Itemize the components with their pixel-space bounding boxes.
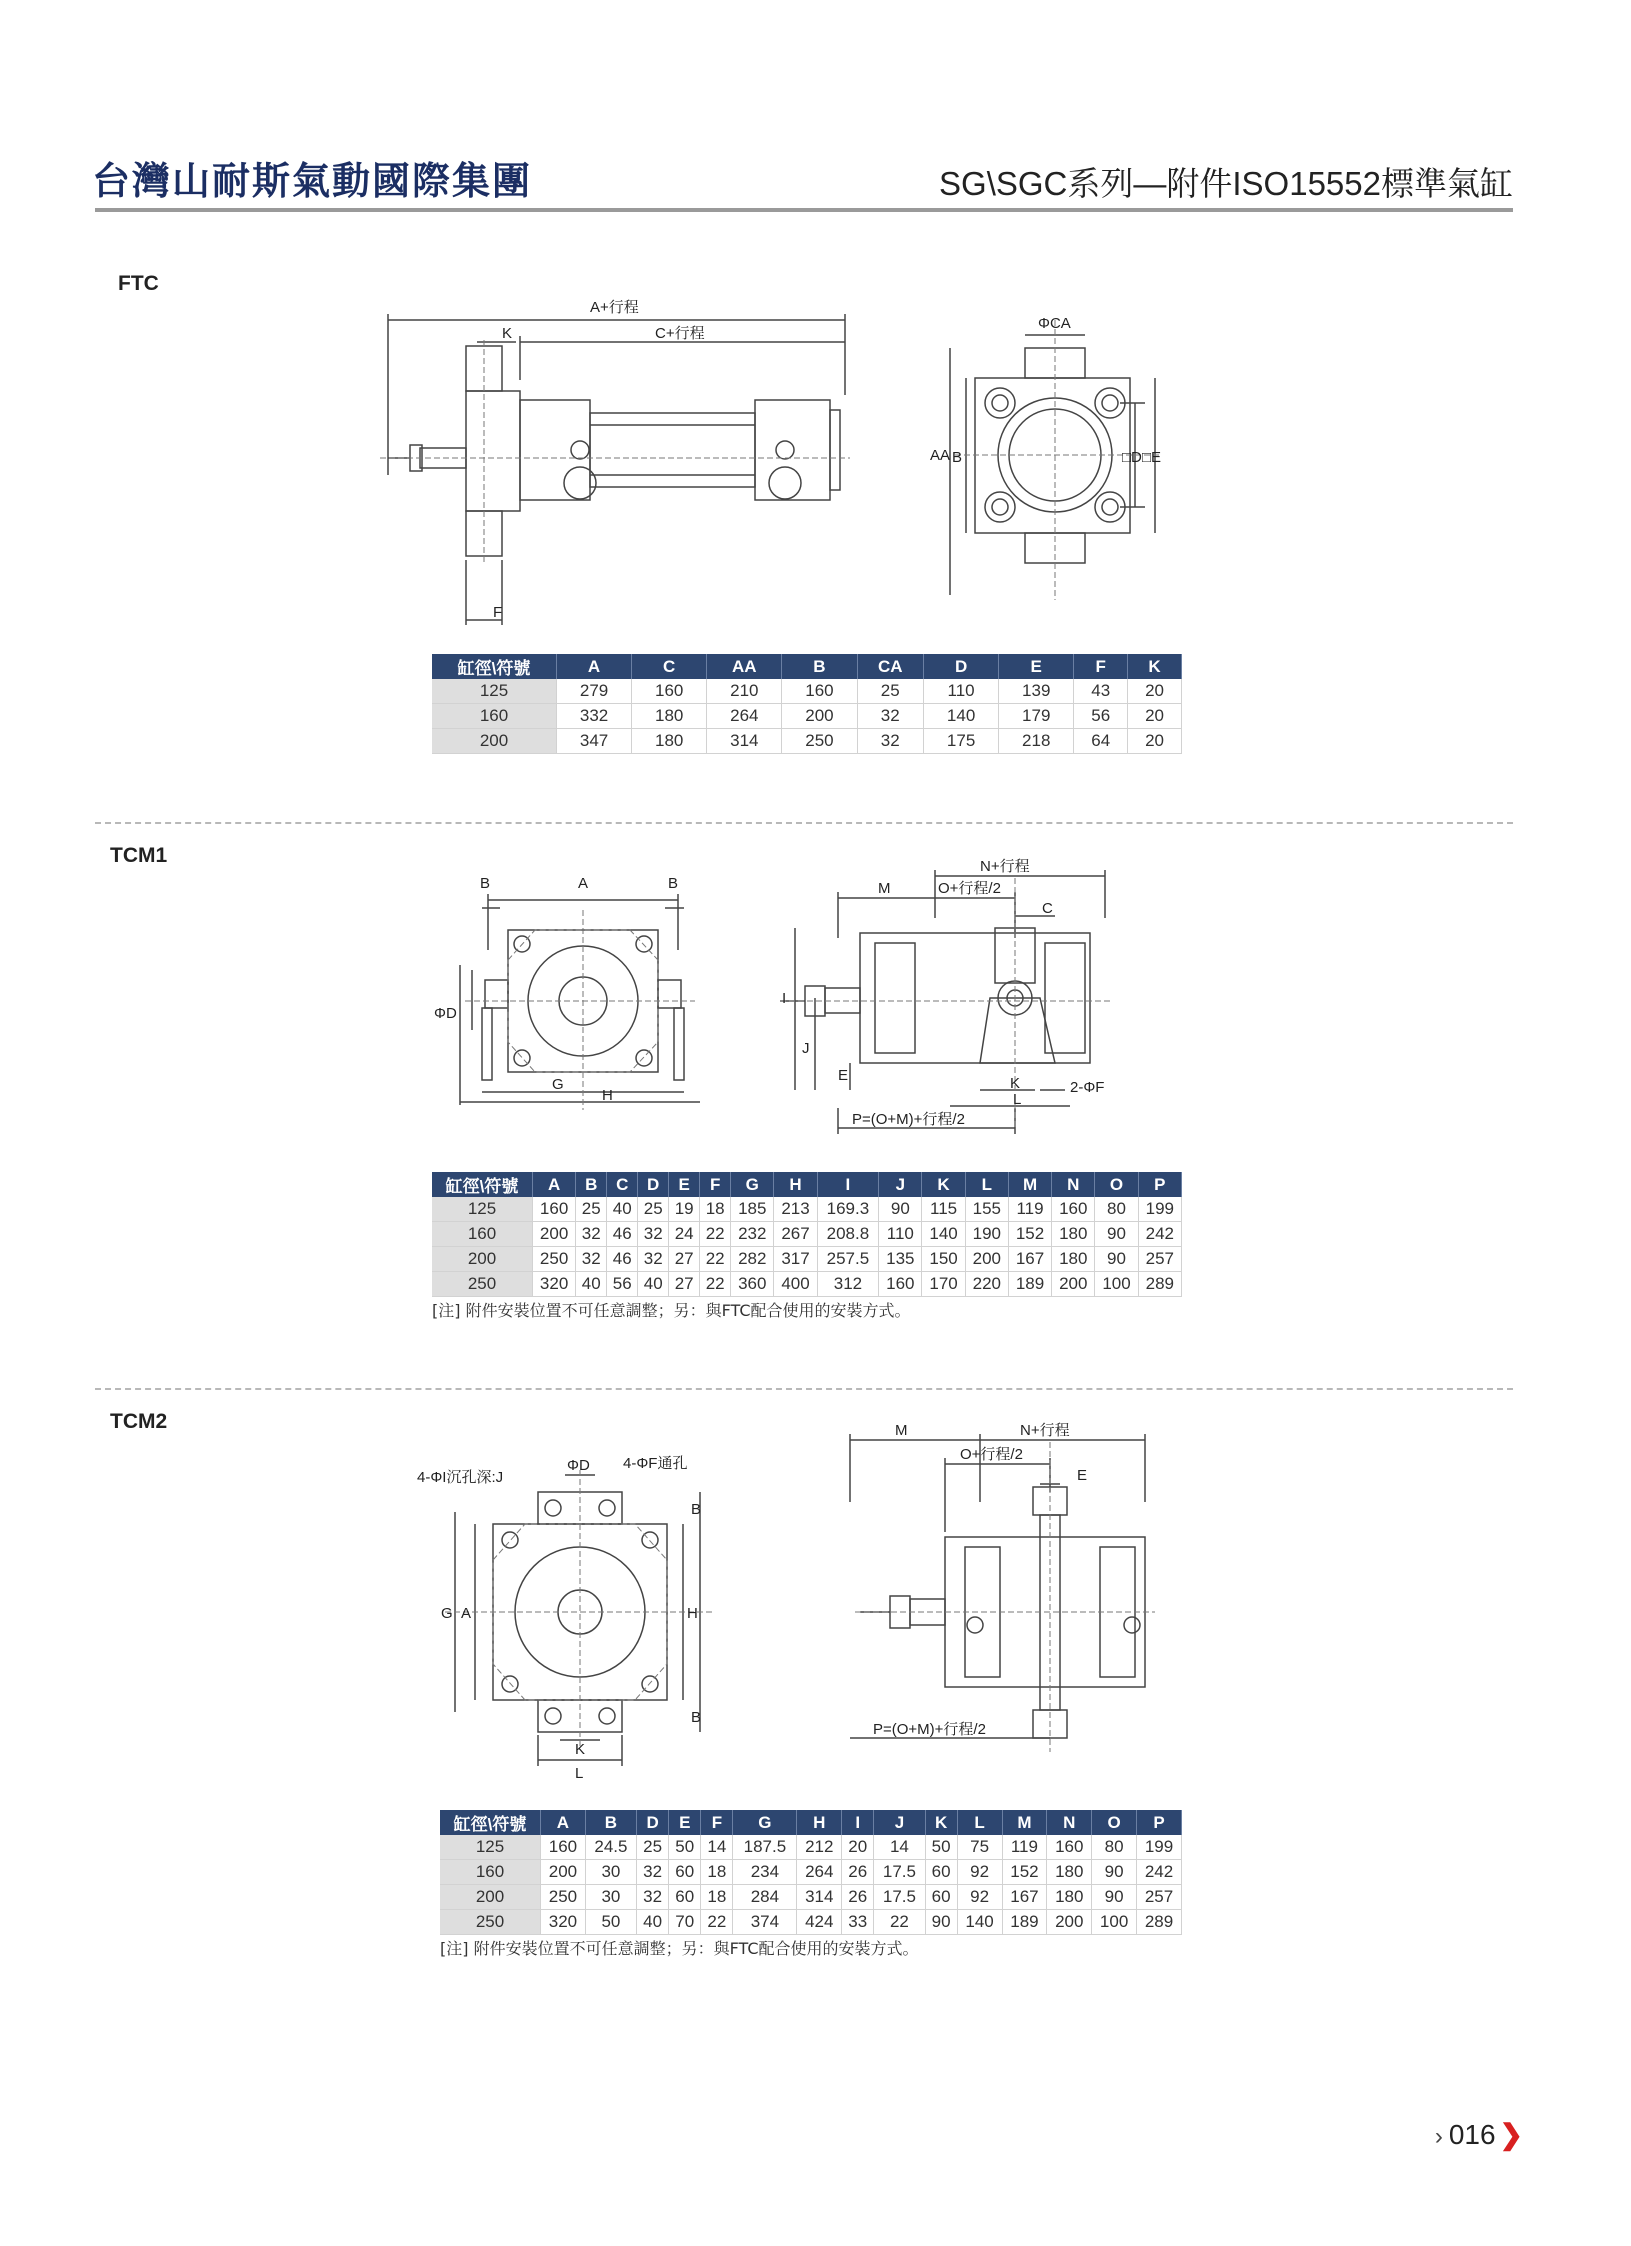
table-cell: 160 [1047, 1835, 1092, 1860]
table-cell: 64 [1074, 729, 1128, 754]
table-cell: 46 [607, 1222, 638, 1247]
table-cell: 40 [576, 1272, 607, 1297]
table-cell: 80 [1095, 1197, 1138, 1222]
table-cell: 169.3 [817, 1197, 879, 1222]
ftc-label-e: □E [1142, 449, 1162, 466]
table-cell: 17.5 [874, 1860, 925, 1885]
tcm1-label-j: J [802, 1040, 810, 1057]
table-cell: 424 [797, 1910, 842, 1935]
tcm1-label-l: L [1013, 1091, 1022, 1108]
table-cell: 90 [1095, 1247, 1138, 1272]
table-cell: 320 [533, 1272, 576, 1297]
table-cell: 200 [1052, 1272, 1095, 1297]
table-cell: 32 [576, 1247, 607, 1272]
table-cell: 20 [1128, 729, 1182, 754]
table-cell: 257 [1137, 1885, 1182, 1910]
bore-cell: 160 [432, 704, 557, 729]
table-cell: 56 [607, 1272, 638, 1297]
tcm1-label-m: M [878, 880, 891, 897]
table-cell: 22 [874, 1910, 925, 1935]
table-cell: 92 [957, 1885, 1002, 1910]
table-cell: 32 [857, 729, 924, 754]
table-row [440, 1835, 1182, 1860]
ftc-label-aa: AA [930, 447, 951, 464]
table-cell: 187.5 [733, 1835, 797, 1860]
table-cell: 43 [1074, 679, 1128, 704]
table-cell: 90 [1092, 1860, 1137, 1885]
table-cell: 312 [817, 1272, 879, 1297]
table-cell: 139 [999, 679, 1074, 704]
table-header-cell: J [879, 1172, 922, 1197]
table-cell: 22 [700, 1222, 731, 1247]
bore-cell: 160 [432, 1222, 533, 1247]
tcm1-note: [注] 附件安裝位置不可任意調整；另：與FTC配合使用的安裝方式。 [432, 1301, 911, 1320]
table-cell: 110 [879, 1222, 922, 1247]
tcm2-label-p: P=(O+M)+行程/2 [873, 1721, 986, 1738]
table-header-cell: M [1002, 1810, 1047, 1835]
chevron-right-red-icon: ❯ [1499, 2119, 1523, 2150]
tcm2-label-h: H [687, 1605, 698, 1622]
tcm1-label-2f: 2-ΦF [1070, 1079, 1105, 1096]
ftc-label-d: □D [1122, 449, 1142, 466]
section-label-tcm2: TCM2 [110, 1410, 168, 1433]
table-cell: 56 [1074, 704, 1128, 729]
table-header-row [432, 654, 1182, 679]
table-cell: 33 [842, 1910, 874, 1935]
table-header-cell: CA [857, 654, 924, 679]
table-cell: 80 [1092, 1835, 1137, 1860]
table-cell: 32 [638, 1247, 669, 1272]
table-cell: 284 [733, 1885, 797, 1910]
table-cell: 60 [925, 1885, 957, 1910]
table-header-cell: A [533, 1172, 576, 1197]
table-cell: 32 [576, 1222, 607, 1247]
table-cell: 314 [797, 1885, 842, 1910]
table-row [440, 1860, 1182, 1885]
table-cell: 257 [1138, 1247, 1181, 1272]
table-header-cell: A [557, 654, 632, 679]
table-header-cell: I [817, 1172, 879, 1197]
table-row [432, 1272, 1182, 1297]
table-cell: 210 [707, 679, 782, 704]
table-cell: 257.5 [817, 1247, 879, 1272]
tcm1-label-o: O+行程/2 [938, 880, 1001, 897]
tcm1-label-i: I [782, 990, 787, 1007]
table-cell: 25 [576, 1197, 607, 1222]
table-cell: 160 [541, 1835, 586, 1860]
tcm1-label-p: P=(O+M)+行程/2 [852, 1111, 965, 1128]
tcm1-label-b-right: B [668, 875, 679, 892]
tcm1-label-b-left: B [480, 875, 491, 892]
table-cell: 60 [669, 1885, 701, 1910]
table-cell: 199 [1138, 1197, 1181, 1222]
table-cell: 289 [1137, 1910, 1182, 1935]
table-cell: 180 [1047, 1885, 1092, 1910]
table-cell: 92 [957, 1860, 1002, 1885]
table-cell: 250 [541, 1885, 586, 1910]
table-cell: 100 [1092, 1910, 1137, 1935]
tcm2-side-view-drawing [835, 1422, 1165, 1762]
tcm2-note: [注] 附件安裝位置不可任意調整；另：與FTC配合使用的安裝方式。 [440, 1939, 919, 1958]
table-cell: 50 [669, 1835, 701, 1860]
table-cell: 14 [701, 1835, 733, 1860]
table-cell: 160 [533, 1197, 576, 1222]
table-header-cell: P [1138, 1172, 1181, 1197]
table-header-cell: N [1047, 1810, 1092, 1835]
table-cell: 264 [707, 704, 782, 729]
table-cell: 60 [925, 1860, 957, 1885]
table-cell: 32 [637, 1860, 669, 1885]
page-number-text: 016 [1448, 2119, 1496, 2150]
table-cell: 320 [541, 1910, 586, 1935]
table-cell: 17.5 [874, 1885, 925, 1910]
table-header-cell: P [1137, 1810, 1182, 1835]
chevron-right-icon: › [1434, 2123, 1443, 2150]
table-header-cell: L [965, 1172, 1008, 1197]
table-header-cell: F [1074, 654, 1128, 679]
table-cell: 150 [922, 1247, 965, 1272]
table-header-cell: E [999, 654, 1074, 679]
ftc-label-ca: ΦCA [1038, 315, 1071, 332]
ftc-label-c: C+行程 [655, 325, 705, 342]
table-cell: 200 [541, 1860, 586, 1885]
table-cell: 220 [965, 1272, 1008, 1297]
table-cell: 400 [774, 1272, 817, 1297]
table-cell: 264 [797, 1860, 842, 1885]
tcm2-label-o: O+行程/2 [960, 1446, 1023, 1463]
table-header-cell: O [1095, 1172, 1138, 1197]
table-cell: 175 [924, 729, 999, 754]
tcm2-front-view-drawing [415, 1450, 725, 1780]
table-cell: 317 [774, 1247, 817, 1272]
section-label-tcm1: TCM1 [110, 844, 168, 867]
bore-cell: 250 [432, 1272, 533, 1297]
tcm1-spec-table [432, 1172, 1182, 1297]
table-row [440, 1910, 1182, 1935]
table-header-cell: D [638, 1172, 669, 1197]
tcm2-label-phi-d: ΦD [567, 1457, 590, 1474]
table-cell: 242 [1138, 1222, 1181, 1247]
bore-cell: 200 [432, 729, 557, 754]
table-header-cell: E [669, 1810, 701, 1835]
tcm2-spec-table [440, 1810, 1182, 1935]
table-cell: 90 [1092, 1885, 1137, 1910]
table-header-row [440, 1810, 1182, 1835]
table-cell: 30 [585, 1885, 636, 1910]
table-cell: 279 [557, 679, 632, 704]
tcm2-label-m: M [895, 1422, 908, 1439]
table-cell: 20 [1128, 704, 1182, 729]
table-header-cell: G [733, 1810, 797, 1835]
table-cell: 40 [607, 1197, 638, 1222]
table-cell: 25 [857, 679, 924, 704]
table-header-cell: H [774, 1172, 817, 1197]
table-cell: 140 [957, 1910, 1002, 1935]
table-header-cell: 缸徑\符號 [440, 1810, 541, 1835]
table-cell: 360 [731, 1272, 774, 1297]
table-cell: 167 [1008, 1247, 1051, 1272]
table-cell: 90 [879, 1197, 922, 1222]
table-row [432, 1247, 1182, 1272]
table-cell: 50 [925, 1835, 957, 1860]
page-number [1435, 2118, 1523, 2151]
bore-cell: 200 [440, 1885, 541, 1910]
table-header-cell: AA [707, 654, 782, 679]
table-cell: 32 [638, 1222, 669, 1247]
tcm1-label-e: E [838, 1067, 849, 1084]
table-row [432, 1222, 1182, 1247]
table-cell: 75 [957, 1835, 1002, 1860]
table-cell: 18 [701, 1860, 733, 1885]
series-title: SG\SGC系列—附件ISO15552標準氣缸 [939, 165, 1513, 202]
table-cell: 267 [774, 1222, 817, 1247]
tcm1-label-g: G [552, 1076, 564, 1093]
table-row [432, 704, 1182, 729]
table-cell: 332 [557, 704, 632, 729]
table-header-cell: 缸徑\符號 [432, 654, 557, 679]
table-cell: 25 [637, 1835, 669, 1860]
table-cell: 200 [533, 1222, 576, 1247]
table-header-cell: C [607, 1172, 638, 1197]
tcm1-label-a: A [578, 875, 589, 892]
table-cell: 212 [797, 1835, 842, 1860]
table-header-cell: A [541, 1810, 586, 1835]
section-divider [95, 822, 1513, 824]
table-cell: 289 [1138, 1272, 1181, 1297]
table-header-cell: C [632, 654, 707, 679]
table-cell: 160 [1052, 1197, 1095, 1222]
header-rule [95, 208, 1513, 212]
tcm2-label-k: K [575, 1741, 586, 1758]
bore-cell: 125 [440, 1835, 541, 1860]
table-header-cell: K [1128, 654, 1182, 679]
bore-cell: 200 [432, 1247, 533, 1272]
table-cell: 32 [637, 1885, 669, 1910]
table-cell: 314 [707, 729, 782, 754]
tcm2-label-b-bottom: B [691, 1709, 702, 1726]
table-header-cell: I [842, 1810, 874, 1835]
tcm1-label-phi-d: ΦD [434, 1005, 457, 1022]
table-cell: 22 [700, 1272, 731, 1297]
ftc-spec-table [432, 654, 1182, 754]
table-cell: 60 [669, 1860, 701, 1885]
table-cell: 242 [1137, 1860, 1182, 1885]
tcm1-side-view-drawing [780, 858, 1120, 1148]
table-cell: 155 [965, 1197, 1008, 1222]
table-cell: 100 [1095, 1272, 1138, 1297]
table-cell: 32 [857, 704, 924, 729]
table-cell: 180 [1047, 1860, 1092, 1885]
bore-cell: 250 [440, 1910, 541, 1935]
table-cell: 200 [782, 704, 857, 729]
table-cell: 27 [669, 1272, 700, 1297]
table-cell: 190 [965, 1222, 1008, 1247]
table-cell: 24.5 [585, 1835, 636, 1860]
table-cell: 250 [782, 729, 857, 754]
table-cell: 234 [733, 1860, 797, 1885]
section-divider [95, 1388, 1513, 1390]
table-cell: 14 [874, 1835, 925, 1860]
table-cell: 26 [842, 1885, 874, 1910]
tcm2-label-counterbore: 4-ΦI沉孔深:J [417, 1469, 504, 1486]
table-cell: 160 [879, 1272, 922, 1297]
table-header-cell: B [585, 1810, 636, 1835]
ftc-end-view-drawing [930, 310, 1170, 610]
ftc-label-a: A+行程 [590, 299, 639, 316]
table-cell: 70 [669, 1910, 701, 1935]
table-cell: 170 [922, 1272, 965, 1297]
table-cell: 30 [585, 1860, 636, 1885]
section-label-ftc: FTC [118, 272, 159, 295]
table-cell: 119 [1002, 1835, 1047, 1860]
tcm2-label-a: A [461, 1605, 472, 1622]
table-header-cell: M [1008, 1172, 1051, 1197]
table-cell: 208.8 [817, 1222, 879, 1247]
table-header-row [432, 1172, 1182, 1197]
table-row [432, 729, 1182, 754]
table-header-cell: D [637, 1810, 669, 1835]
table-header-cell: 缸徑\符號 [432, 1172, 533, 1197]
table-cell: 20 [842, 1835, 874, 1860]
table-cell: 160 [632, 679, 707, 704]
company-name: 台灣山耐斯氣動國際集團 [92, 158, 533, 203]
table-cell: 115 [922, 1197, 965, 1222]
table-cell: 119 [1008, 1197, 1051, 1222]
table-cell: 180 [632, 704, 707, 729]
table-cell: 40 [638, 1272, 669, 1297]
tcm2-label-through-hole: 4-ΦF通孔 [623, 1455, 688, 1472]
table-header-cell: O [1092, 1810, 1137, 1835]
table-cell: 20 [1128, 679, 1182, 704]
table-cell: 180 [1052, 1247, 1095, 1272]
table-cell: 110 [924, 679, 999, 704]
table-header-cell: H [797, 1810, 842, 1835]
table-cell: 180 [632, 729, 707, 754]
table-cell: 22 [700, 1247, 731, 1272]
table-cell: 374 [733, 1910, 797, 1935]
ftc-label-f: F [493, 604, 503, 621]
table-cell: 152 [1002, 1860, 1047, 1885]
table-cell: 24 [669, 1222, 700, 1247]
bore-cell: 125 [432, 1197, 533, 1222]
table-row [432, 679, 1182, 704]
tcm2-label-l: L [575, 1765, 584, 1782]
table-cell: 152 [1008, 1222, 1051, 1247]
table-cell: 189 [1008, 1272, 1051, 1297]
table-cell: 19 [669, 1197, 700, 1222]
table-header-cell: L [957, 1810, 1002, 1835]
table-cell: 200 [965, 1247, 1008, 1272]
table-cell: 180 [1052, 1222, 1095, 1247]
table-header-cell: B [576, 1172, 607, 1197]
table-cell: 167 [1002, 1885, 1047, 1910]
table-header-cell: D [924, 654, 999, 679]
table-cell: 27 [669, 1247, 700, 1272]
tcm1-label-k: K [1010, 1075, 1021, 1092]
table-cell: 140 [924, 704, 999, 729]
table-cell: 250 [533, 1247, 576, 1272]
table-cell: 46 [607, 1247, 638, 1272]
table-cell: 90 [1095, 1222, 1138, 1247]
tcm1-front-view-drawing [420, 870, 700, 1110]
table-header-cell: F [701, 1810, 733, 1835]
tcm1-label-n: N+行程 [980, 858, 1030, 875]
table-cell: 185 [731, 1197, 774, 1222]
table-cell: 50 [585, 1910, 636, 1935]
table-header-cell: N [1052, 1172, 1095, 1197]
table-cell: 218 [999, 729, 1074, 754]
table-cell: 22 [701, 1910, 733, 1935]
table-cell: 26 [842, 1860, 874, 1885]
table-row [432, 1197, 1182, 1222]
tcm2-label-n: N+行程 [1020, 1422, 1070, 1439]
table-cell: 140 [922, 1222, 965, 1247]
table-cell: 200 [1047, 1910, 1092, 1935]
bore-cell: 160 [440, 1860, 541, 1885]
ftc-side-view-drawing [380, 300, 860, 630]
tcm1-label-c: C [1042, 900, 1053, 917]
tcm1-label-h: H [602, 1087, 613, 1104]
table-header-cell: E [669, 1172, 700, 1197]
table-cell: 40 [637, 1910, 669, 1935]
table-cell: 18 [700, 1197, 731, 1222]
table-cell: 213 [774, 1197, 817, 1222]
table-cell: 199 [1137, 1835, 1182, 1860]
table-header-cell: K [925, 1810, 957, 1835]
tcm2-label-g: G [441, 1605, 453, 1622]
table-cell: 90 [925, 1910, 957, 1935]
table-cell: 160 [782, 679, 857, 704]
ftc-label-b: B [952, 449, 963, 466]
table-header-cell: F [700, 1172, 731, 1197]
table-row [440, 1885, 1182, 1910]
table-cell: 135 [879, 1247, 922, 1272]
table-cell: 347 [557, 729, 632, 754]
table-header-cell: G [731, 1172, 774, 1197]
table-cell: 25 [638, 1197, 669, 1222]
table-cell: 232 [731, 1222, 774, 1247]
tcm2-label-b-top: B [691, 1501, 702, 1518]
table-cell: 189 [1002, 1910, 1047, 1935]
ftc-label-k: K [502, 325, 513, 342]
table-cell: 18 [701, 1885, 733, 1910]
table-header-cell: B [782, 654, 857, 679]
tcm2-label-e: E [1077, 1467, 1088, 1484]
table-header-cell: J [874, 1810, 925, 1835]
table-header-cell: K [922, 1172, 965, 1197]
table-cell: 179 [999, 704, 1074, 729]
bore-cell: 125 [432, 679, 557, 704]
table-cell: 282 [731, 1247, 774, 1272]
